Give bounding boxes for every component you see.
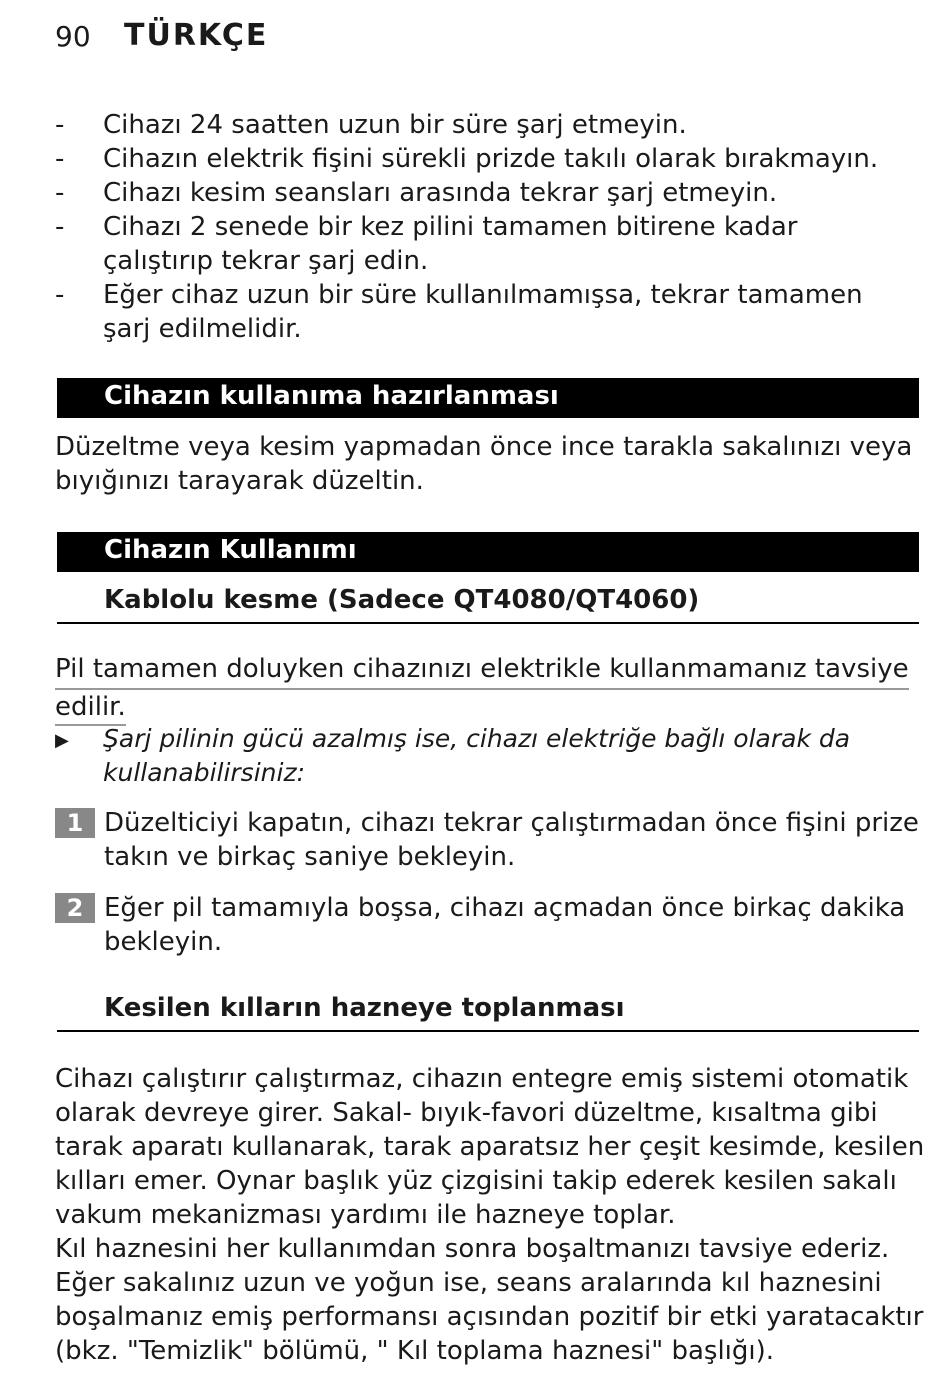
section-heading-bar: [57, 378, 919, 418]
list-item-text: Cihazı kesim seansları arasında tekrar şarj etmeyin.: [103, 178, 778, 208]
list-item-text: Cihazı 24 saatten uzun bir süre şarj etmeyin.: [103, 110, 687, 140]
list-item-text: Cihazın elektrik fişini sürekli prizde takılı olarak bırakmayın.: [103, 144, 879, 174]
list-item-text: Cihazı 2 senede bir kez pilini tamamen bitirene kadar çalıştırıp tekrar şarj edin.: [103, 212, 798, 276]
section-heading-bar: [57, 532, 919, 572]
step-text: Düzelticiyi kapatın, cihazı tekrar çalıştırmadan önce fişini prize takın ve birkaç saniye bekleyin.: [104, 808, 919, 872]
dash-marker: -: [55, 110, 65, 140]
page-number: 90: [55, 20, 91, 53]
heading-rule: [57, 622, 919, 624]
step-item: [55, 806, 925, 874]
tip-text: Şarj pilinin gücü azalmış ise, cihazı elektriğe bağlı olarak da kullanabilirsiniz:: [103, 724, 851, 787]
language-heading: TÜRKÇE: [124, 18, 269, 53]
note-block: [55, 652, 925, 726]
section-title: Cihazın Kullanımı: [104, 535, 357, 565]
list-item: [55, 142, 915, 176]
note-text: Pil tamamen doluyken cihazınızı elektrikle kullanmamanız tavsiye: [55, 652, 909, 690]
list-item: [55, 176, 915, 210]
heading-rule: [57, 1030, 919, 1032]
step-item: [55, 891, 925, 959]
subsection-heading: Kablolu kesme (Sadece QT4080/QT4060): [104, 585, 700, 615]
dash-marker: -: [55, 212, 65, 242]
note-text-end: edilir.: [55, 690, 126, 726]
subsection-heading: Kesilen kılların hazneye toplanması: [104, 993, 625, 1023]
section-title: Cihazın kullanıma hazırlanması: [104, 381, 559, 411]
section-paragraph: Kıl haznesini her kullanımdan sonra boşaltmanızı tavsiye ederiz. Eğer sakalınız uzun ve yoğun ise, seans aralarında kıl haznesini boşalmanız emiş performansı açısından pozitif bir etki yaratacaktır (bkz. "Temizlik" bölümü, " Kıl toplama haznesi" başlığı).: [55, 1234, 924, 1366]
list-item-text: Eğer cihaz uzun bir süre kullanılmamışsa, tekrar tamamen şarj edilmelidir.: [103, 280, 863, 344]
tip-item: [55, 722, 925, 790]
step-number-badge: 2: [55, 893, 95, 923]
list-item: [55, 210, 915, 278]
triangle-bullet-icon: ▶: [55, 730, 69, 751]
dash-marker: -: [55, 178, 65, 208]
dash-marker: -: [55, 144, 65, 174]
step-number-badge: 1: [55, 808, 95, 838]
section-paragraph: Düzeltme veya kesim yapmadan önce ince tarakla sakalınızı veya bıyığınızı tarayarak düzeltin.: [55, 432, 913, 496]
list-item: [55, 108, 915, 142]
list-item: [55, 278, 915, 346]
dash-marker: -: [55, 280, 65, 310]
section-paragraph: Cihazı çalıştırır çalıştırmaz, cihazın entegre emiş sistemi otomatik olarak devreye girer. Sakal- bıyık-favori düzeltme, kısaltma gibi tarak aparatı kullanarak, tarak aparatsız her çeşit kesimde, kesilen kılları emer. Oynar başlık yüz çizgisini takip ederek kesilen sakalı vakum mekanizması yardımı ile hazneye toplar.: [55, 1064, 925, 1230]
step-text: Eğer pil tamamıyla boşsa, cihazı açmadan önce birkaç dakika bekleyin.: [104, 893, 906, 957]
bullet-list: [55, 108, 915, 346]
